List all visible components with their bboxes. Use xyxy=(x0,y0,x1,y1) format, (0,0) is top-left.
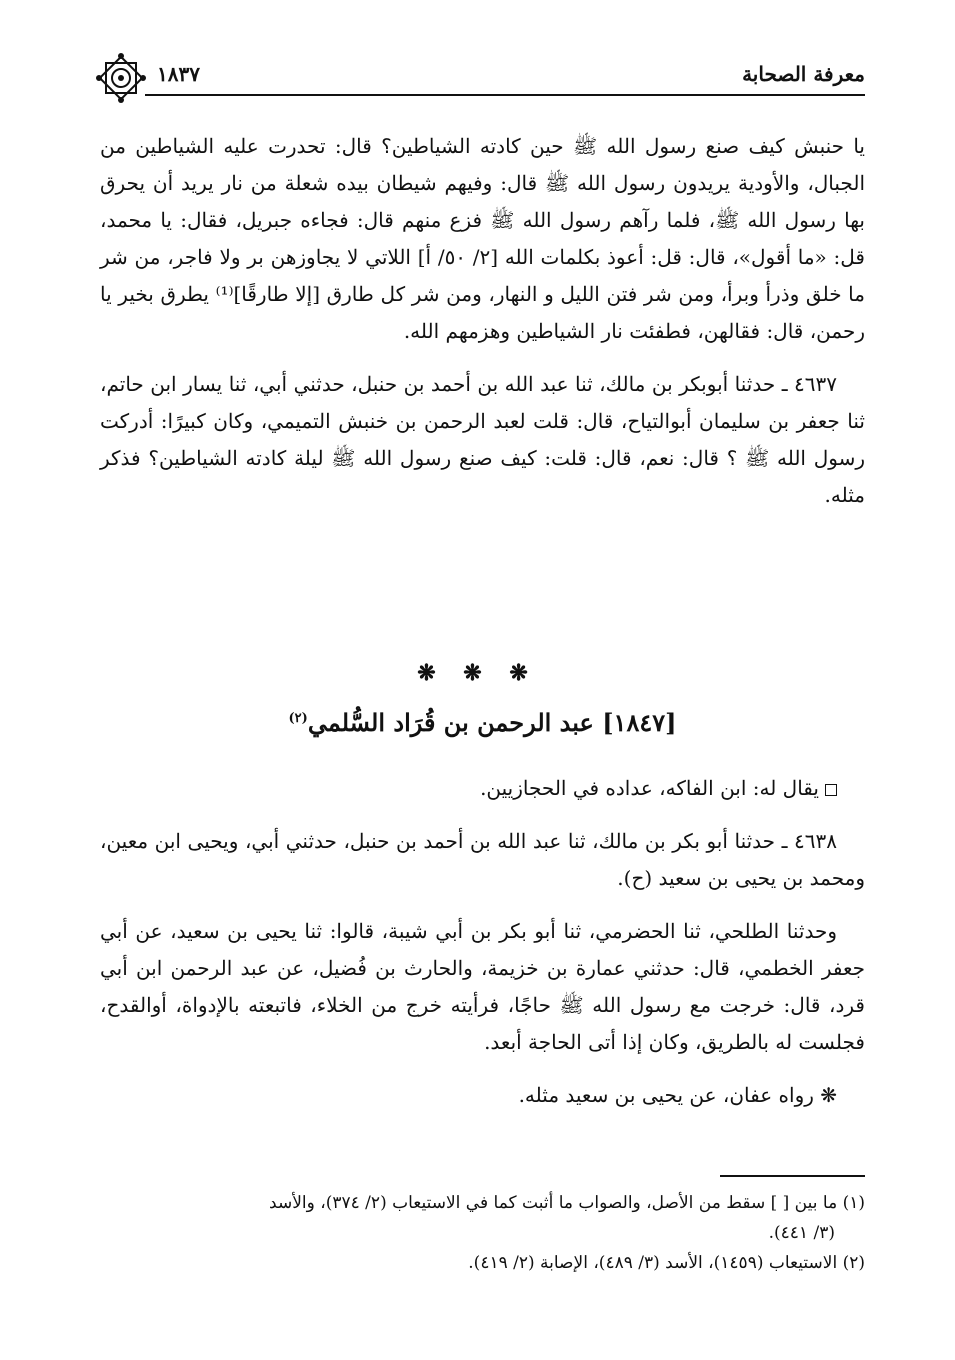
footnote-2: (٢) الاستيعاب (١٤٥٩)، الأسد (٣/ ٤٨٩)، الإصابة (٢/ ٤١٩). xyxy=(468,1253,865,1273)
header-rule xyxy=(145,94,865,96)
narration-note: ❋ رواه عفان، عن يحيى بن سعيد مثله. xyxy=(518,1083,837,1107)
section-separator: ❋ ❋ ❋ xyxy=(417,660,538,686)
hadith-paragraph: ٤٦٣٧ ـ حدثنا أبوبكر بن مالك، ثنا عبد الله بن أحمد بن حنبل، حدثني أبي، ثنا يسار ابن حاتم، ثنا جعفر بن سليمان أبوالتياح، قال: قلت لعبد الرحمن بن خنبش التميمي، وكان كبيرًا: أدركت رسول الله ﷺ ؟ قال: نعم، قال: قلت: كيف صنع رسول الله ﷺ ليلة كادته الشياطين؟ فذكر مثله. xyxy=(100,372,865,507)
main-text-bottom xyxy=(100,770,865,1130)
page-number: ١٨٣٧ xyxy=(157,62,200,86)
entry-heading xyxy=(100,708,865,737)
footnote-1: (١) ما بين [ ] سقط من الأصل، والصواب ما أثبت كما في الاستيعاب (٢/ ٣٧٤)، والأسد xyxy=(269,1193,865,1213)
main-text-top xyxy=(100,128,865,530)
hadith-paragraph: وحدثنا الطلحي، ثنا الحضرمي، ثنا أبو بكر بن أبي شيبة، قالوا: ثنا يحيى بن سعيد، عن أبي جعفر الخطمي، قال: حدثني عمارة بن خزيمة، والحارث بن فُضيل، عن عبد الرحمن ابن أبي قرد، قال: خرجت مع رسول الله ﷺ حاجًا، فرأيته خرج من الخلاء، فاتبعته بالإدواة، أوالقدح، فجلست له بالطريق، وكان إذا أتى الحاجة أبعد. xyxy=(100,919,865,1054)
running-title: معرفة الصحابة xyxy=(742,62,865,86)
octagonal-star-ornament-icon xyxy=(95,52,147,104)
footnote-ref: (٢) xyxy=(288,711,308,726)
entry-intro-text: يقال له: ابن الفاكه، عداده في الحجازيين. xyxy=(480,776,819,800)
hadith-paragraph: يا حنبش كيف صنع رسول الله ﷺ حين كادته الشياطين؟ قال: تحدرت عليه الشياطين من الجبال، والأودية يريدون رسول الله ﷺ قال: وفيهم شيطان بيده شعلة من نار يريد أن يحرق بها رسول الله ﷺ، فلما رآهم رسول الله ﷺ فزع منهم قال: فجاءه جبريل، فقال: يا محمد، قل: «ما أقول»، قال: قل: أعوذ بكلمات الله [٢/ ٥٠/ أ] اللاتي لا يجاوزهن بر ولا فاجر، من شر ما خلق وذرأ وبرأ، ومن شر فتن الليل و النهار، ومن شر كل طارق [إلا طارقًا]⁽¹⁾ يطرق بخير يا رحمن، قال: فقالهن، فطفئت نار الشياطين وهزمهم الله. xyxy=(100,134,865,343)
square-bullet-icon xyxy=(825,784,837,796)
entry-title-text: [١٨٤٧] عبد الرحمن بن قُرَاد السُّلمي xyxy=(307,708,677,737)
footnotes xyxy=(100,1188,865,1278)
running-header xyxy=(95,58,865,98)
entry-intro xyxy=(100,770,865,807)
hadith-paragraph: ٤٦٣٨ ـ حدثنا أبو بكر بن مالك، ثنا عبد الله بن أحمد بن حنبل، حدثني أبي، ويحيى ابن معين، ومحمد بن يحيى بن سعيد (ح). xyxy=(100,829,865,890)
footnote-rule xyxy=(720,1175,865,1177)
footnote-1-continued: (٣/ ٤٤١). xyxy=(768,1223,835,1243)
